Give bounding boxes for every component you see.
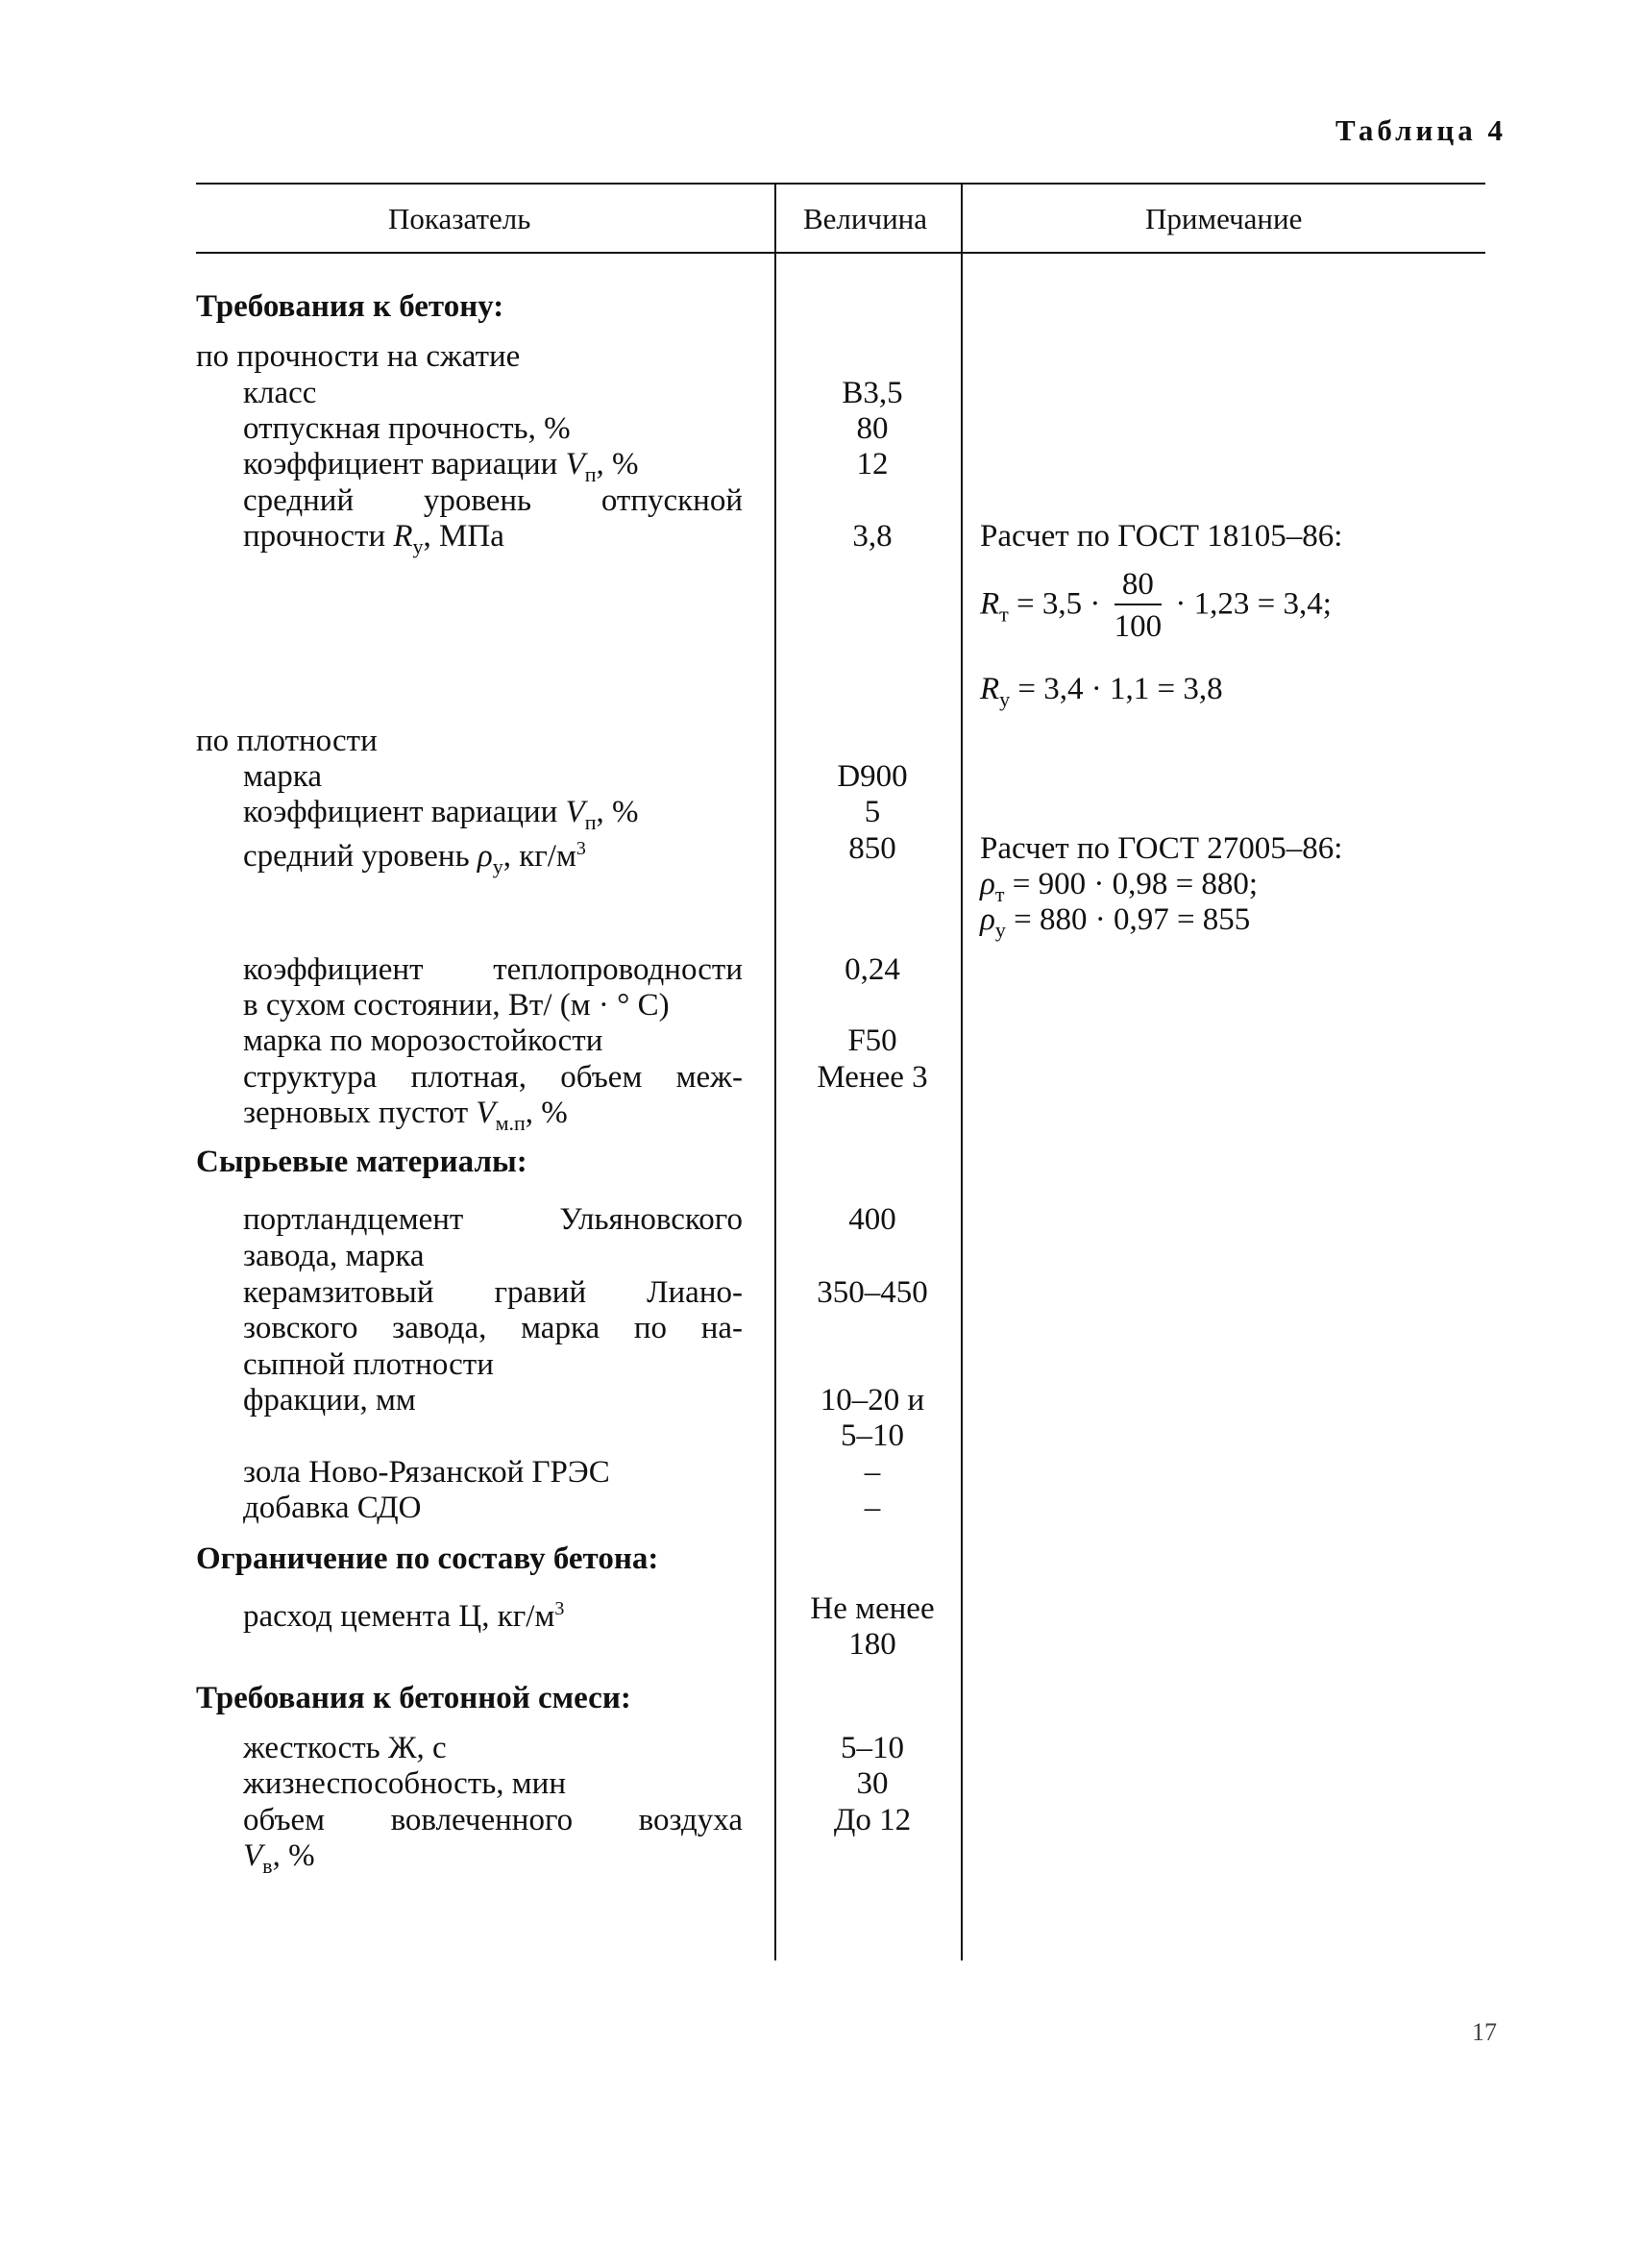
row-label: зола Ново-Рязанской ГРЭС bbox=[243, 1455, 610, 1490]
row-value: 400 bbox=[848, 1202, 896, 1237]
note-formula: $\rho_у = 880 \cdot 0,97 = 855$ bbox=[980, 902, 1251, 942]
row-label-justified: средний уровень отпускной bbox=[243, 483, 743, 518]
note-text: Расчет по ГОСТ 27005–86: bbox=[980, 831, 1343, 866]
row-value: Менее 3 bbox=[817, 1060, 928, 1095]
column-divider-1 bbox=[774, 183, 776, 1960]
row-value: 350–450 bbox=[817, 1275, 928, 1310]
row-label: прочности $R_у$, МПа bbox=[243, 519, 504, 558]
row-value: – bbox=[864, 1491, 881, 1525]
row-label-justified: коэффициент теплопроводности bbox=[243, 952, 743, 987]
row-value: 180 bbox=[848, 1627, 896, 1662]
table-top-border bbox=[196, 183, 1485, 185]
section-heading: Требования к бетону: bbox=[196, 289, 504, 324]
row-label: завода, марка bbox=[243, 1239, 425, 1273]
section-heading: Требования к бетонной смеси: bbox=[196, 1681, 631, 1715]
row-value: 10–20 и bbox=[820, 1383, 925, 1418]
row-value: F50 bbox=[847, 1023, 897, 1058]
row-value: 5–10 bbox=[841, 1418, 904, 1453]
row-value: Не менее bbox=[810, 1591, 935, 1626]
row-value: 12 bbox=[856, 447, 889, 481]
row-label: коэффициент вариации $V_п$, % bbox=[243, 795, 639, 834]
row-label: жесткость Ж, с bbox=[243, 1731, 447, 1765]
row-label: отпускная прочность, % bbox=[243, 411, 571, 446]
row-value: До 12 bbox=[833, 1803, 912, 1837]
row-label: марка bbox=[243, 759, 322, 794]
row-label: сыпной плотности bbox=[243, 1347, 494, 1382]
row-value: 0,24 bbox=[845, 952, 900, 987]
row-value: 5–10 bbox=[841, 1731, 904, 1765]
row-value: 80 bbox=[856, 411, 889, 446]
note-formula: $R_т = 3,5$ · $\frac{80}{100}$ · 1,23 = 3,4; bbox=[980, 567, 1332, 644]
row-label: расход цемента Ц, $кг/м^3$ bbox=[243, 1598, 565, 1634]
header-value: Величина bbox=[803, 202, 928, 235]
header-indicator: Показатель bbox=[388, 202, 531, 235]
section-heading: Сырьевые материалы: bbox=[196, 1145, 527, 1179]
table-title: Таблица 4 bbox=[1335, 113, 1506, 147]
row-label: $V_в$, % bbox=[243, 1838, 315, 1878]
note-formula: $\rho_т = 900 \cdot 0,98 = 880$; bbox=[980, 867, 1259, 906]
row-label: добавка СДО bbox=[243, 1491, 422, 1525]
row-label: класс bbox=[243, 376, 317, 410]
row-value: В3,5 bbox=[842, 376, 903, 410]
row-label-justified: объем вовлеченного воздуха bbox=[243, 1803, 743, 1837]
row-label-justified: портландцемент Ульяновского bbox=[243, 1202, 743, 1237]
note-formula: $R_у = 3,4 \cdot 1,1 = 3,8$ bbox=[980, 672, 1223, 711]
page-number: 17 bbox=[1472, 2018, 1497, 2046]
header-note: Примечание bbox=[1145, 202, 1303, 235]
row-label: средний уровень $\rho_у$, $кг/м^3$ bbox=[243, 838, 586, 878]
row-label-justified: структура плотная, объем меж- bbox=[243, 1060, 743, 1095]
row-value: 850 bbox=[848, 831, 896, 866]
row-label: фракции, мм bbox=[243, 1383, 416, 1418]
header-bottom-border bbox=[196, 252, 1485, 254]
row-label-justified: зовского завода, марка по на- bbox=[243, 1311, 743, 1345]
column-divider-2 bbox=[961, 183, 963, 1960]
row-value: 30 bbox=[856, 1766, 889, 1801]
row-value: 5 bbox=[864, 795, 881, 829]
row-label: в сухом состоянии, Вт/ (м · ° С) bbox=[243, 988, 670, 1023]
group-heading: по прочности на сжатие bbox=[196, 339, 521, 374]
section-heading: Ограничение по составу бетона: bbox=[196, 1541, 659, 1576]
row-label: марка по морозостойкости bbox=[243, 1023, 603, 1058]
row-label: коэффициент вариации $V_п$, % bbox=[243, 447, 639, 486]
group-heading: по плотности bbox=[196, 724, 378, 758]
row-label-justified: керамзитовый гравий Лиано- bbox=[243, 1275, 743, 1310]
row-value: – bbox=[864, 1455, 881, 1490]
row-label: жизнеспособность, мин bbox=[243, 1766, 566, 1801]
row-value: D900 bbox=[837, 759, 908, 794]
note-text: Расчет по ГОСТ 18105–86: bbox=[980, 519, 1343, 554]
row-value: 3,8 bbox=[852, 519, 893, 554]
row-label: зерновых пустот $V_{м.п}$, % bbox=[243, 1096, 568, 1135]
